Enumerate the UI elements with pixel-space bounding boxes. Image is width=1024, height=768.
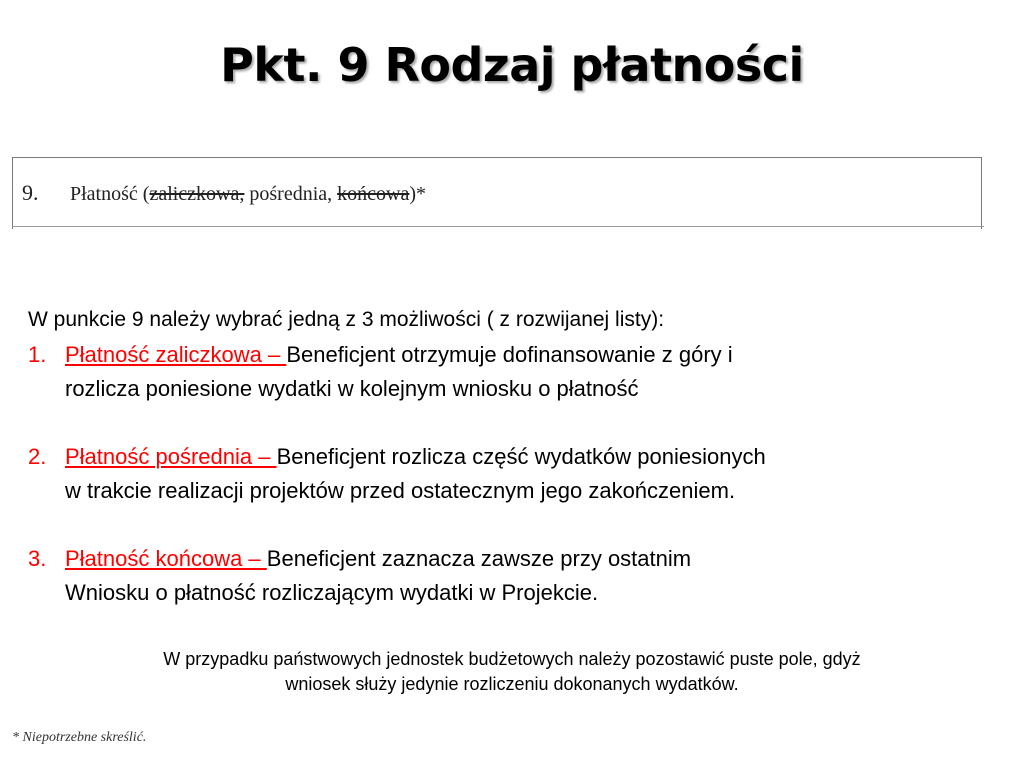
list-marker: 2. bbox=[28, 444, 47, 469]
form-field-row bbox=[22, 180, 426, 206]
note-line-1: W przypadku państwowych jednostek budżetowych należy pozostawić puste pole, gdyż bbox=[163, 649, 861, 669]
list-marker: 3. bbox=[28, 546, 47, 571]
form-option-koncowa: końcowa bbox=[337, 183, 410, 205]
form-divider bbox=[12, 226, 984, 227]
list-item-text: Beneficjent zaznacza zawsze przy ostatnim bbox=[266, 546, 692, 571]
list-item-koncowa bbox=[28, 542, 691, 610]
form-field-label: Płatność ( bbox=[70, 183, 150, 205]
intro-text: W punkcie 9 należy wybrać jedną z 3 możliwości ( z rozwijanej listy): bbox=[28, 308, 665, 331]
list-item-heading: Płatność pośrednia – bbox=[65, 444, 277, 469]
page-title: Pkt. 9 Rodzaj płatności bbox=[220, 38, 804, 92]
form-field-number: 9. bbox=[22, 180, 39, 205]
list-item-posrednia bbox=[28, 440, 766, 508]
list-item-text-continued: Wniosku o płatność rozliczającym wydatki w Projekcie. bbox=[65, 580, 599, 605]
footnote: * Niepotrzebne skreślić. bbox=[12, 730, 147, 745]
form-option-zaliczkowa: zaliczkowa, bbox=[149, 183, 245, 205]
form-field-suffix: )* bbox=[409, 183, 427, 205]
note-text bbox=[0, 647, 1024, 697]
list-item-text-continued: rozlicza poniesione wydatki w kolejnym wniosku o płatność bbox=[65, 376, 639, 401]
note-line-2: wniosek służy jedynie rozliczeniu dokonanych wydatków. bbox=[285, 674, 739, 694]
list-item-zaliczkowa bbox=[28, 338, 733, 406]
list-item-text-continued: w trakcie realizacji projektów przed ostatecznym jego zakończeniem. bbox=[65, 478, 736, 503]
list-item-text: Beneficjent rozlicza część wydatków poniesionych bbox=[276, 444, 766, 469]
list-item-heading: Płatność zaliczkowa – bbox=[65, 342, 287, 367]
form-option-posrednia: pośrednia, bbox=[244, 183, 338, 205]
list-marker: 1. bbox=[28, 342, 47, 367]
list-item-text: Beneficjent otrzymuje dofinansowanie z góry i bbox=[286, 342, 733, 367]
list-item-heading: Płatność końcowa – bbox=[65, 546, 267, 571]
